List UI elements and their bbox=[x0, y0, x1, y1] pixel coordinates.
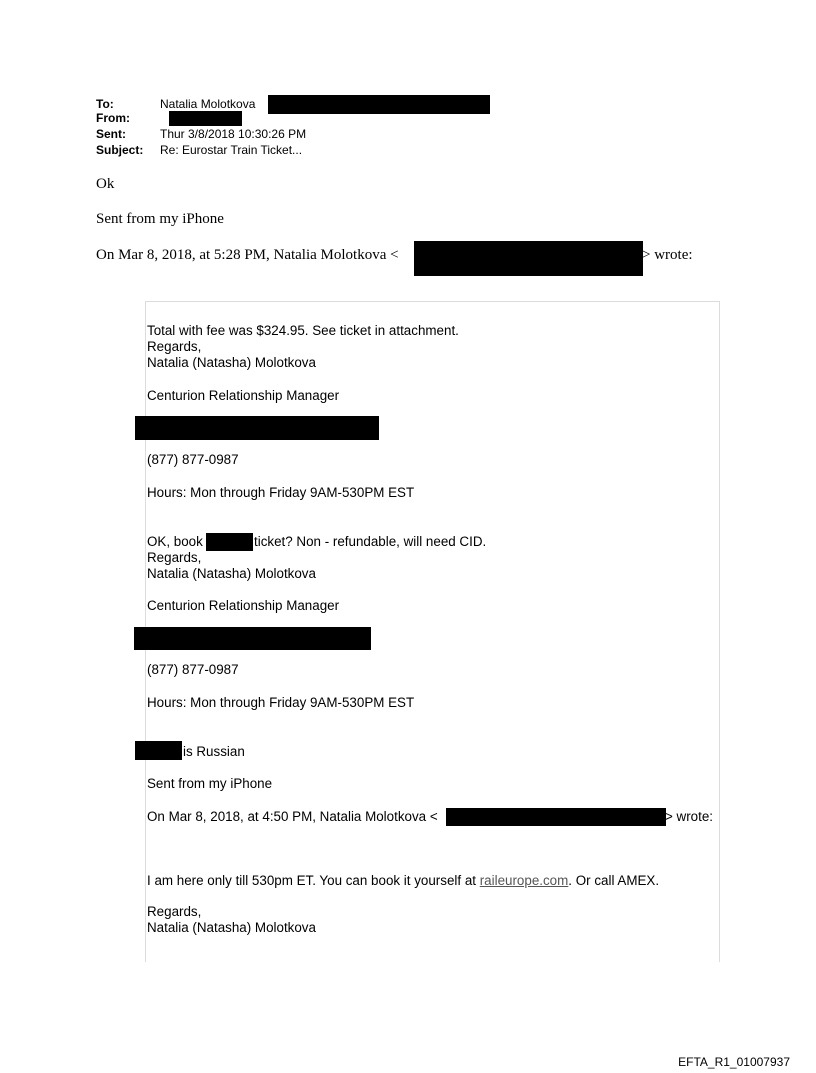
msg4-regards: Regards, bbox=[147, 904, 202, 919]
msg4-line1-a: I am here only till 530pm ET. You can book it yourself at bbox=[147, 873, 480, 888]
redaction-to-email bbox=[268, 95, 490, 114]
msg3-intro-suffix: > wrote: bbox=[665, 809, 714, 824]
quote-intro-suffix: > wrote: bbox=[642, 247, 693, 263]
reply-text: Ok bbox=[96, 176, 115, 192]
to-label: To: bbox=[96, 97, 114, 111]
msg4-line1-b: . Or call AMEX. bbox=[568, 873, 660, 888]
redaction-msg2-name bbox=[206, 533, 253, 551]
msg1-hours: Hours: Mon through Friday 9AM-530PM EST bbox=[147, 485, 415, 500]
msg1-line1: Total with fee was $324.95. See ticket in attachment. bbox=[147, 323, 459, 338]
msg4-line1 bbox=[147, 873, 659, 889]
to-value: Natalia Molotkova bbox=[160, 97, 256, 111]
msg2-name: Natalia (Natasha) Molotkova bbox=[147, 566, 316, 581]
msg2-hours: Hours: Mon through Friday 9AM-530PM EST bbox=[147, 695, 415, 710]
msg1-title: Centurion Relationship Manager bbox=[147, 388, 340, 403]
redaction-from bbox=[169, 111, 242, 126]
redaction-msg3-name bbox=[135, 741, 182, 760]
msg2-line1-a: OK, book bbox=[147, 534, 203, 549]
from-label: From: bbox=[96, 111, 130, 125]
msg2-phone: (877) 877-0987 bbox=[147, 662, 239, 677]
subject-value: Re: Eurostar Train Ticket... bbox=[160, 143, 303, 157]
msg3-line1: is Russian bbox=[183, 744, 245, 759]
redaction-quote-email bbox=[414, 241, 643, 276]
document-id: EFTA_R1_01007937 bbox=[678, 1055, 790, 1069]
msg1-phone: (877) 877-0987 bbox=[147, 452, 239, 467]
reply-signature: Sent from my iPhone bbox=[96, 211, 224, 227]
redaction-msg2-contact bbox=[134, 627, 371, 650]
redaction-msg3-email bbox=[446, 808, 666, 826]
redaction-msg1-contact bbox=[135, 416, 379, 440]
msg3-signature: Sent from my iPhone bbox=[147, 776, 273, 791]
msg2-line1-b: ticket? Non - refundable, will need CID. bbox=[254, 534, 487, 549]
msg4-name: Natalia (Natasha) Molotkova bbox=[147, 920, 316, 935]
sent-label: Sent: bbox=[96, 127, 126, 141]
msg2-title: Centurion Relationship Manager bbox=[147, 598, 340, 613]
quote-intro-prefix: On Mar 8, 2018, at 5:28 PM, Natalia Molotkova < bbox=[96, 247, 399, 263]
subject-label: Subject: bbox=[96, 143, 144, 157]
msg1-regards: Regards, bbox=[147, 339, 202, 354]
msg1-name: Natalia (Natasha) Molotkova bbox=[147, 355, 316, 370]
raileurope-link[interactable]: raileurope.com bbox=[479, 873, 569, 888]
msg3-intro-prefix: On Mar 8, 2018, at 4:50 PM, Natalia Molotkova < bbox=[147, 809, 438, 824]
msg2-regards: Regards, bbox=[147, 550, 202, 565]
sent-value: Thur 3/8/2018 10:30:26 PM bbox=[160, 127, 307, 141]
